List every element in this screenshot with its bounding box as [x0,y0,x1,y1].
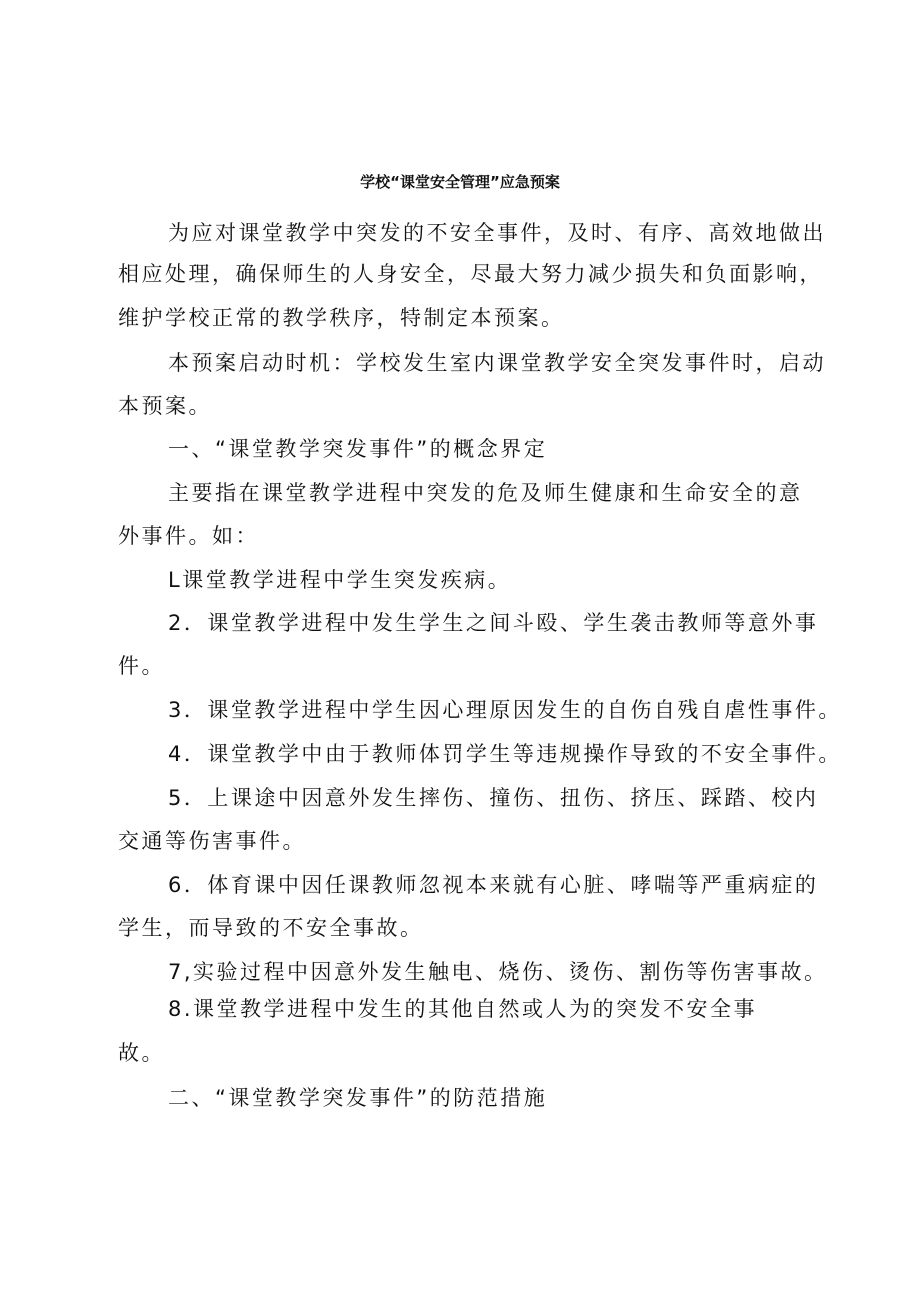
list-item: 4．课堂教学中由于教师体罚学生等违规操作导致的不安全事件。 [168,742,842,766]
list-item-continuation: 交通等伤害事件。 [118,829,306,853]
list-item-continuation: 件。 [118,654,165,678]
paragraph-line: 主要指在课堂教学进程中突发的危及师生健康和生命安全的意 [168,481,803,505]
document-title: 学校“课堂安全管理”应急预案 [360,173,560,191]
list-item: L课堂教学进程中学生突发疾病。 [168,568,512,592]
list-item: 3．课堂教学进程中学生因心理原因发生的自伤自残自虐性事件。 [168,698,842,722]
paragraph-line: 为应对课堂教学中突发的不安全事件，及时、有序、高效地做出 [168,221,826,245]
paragraph-line: 维护学校正常的教学秩序，特制定本预案。 [118,306,565,330]
paragraph-line: 本预案。 [118,394,212,418]
list-item: 8.课堂教学进程中发生的其他自然或人为的突发不安全事 [168,997,758,1021]
list-item-continuation: 故。 [118,1041,165,1065]
list-item-continuation: 学生，而导致的不安全事故。 [118,916,424,940]
paragraph-line: 相应处理，确保师生的人身安全，尽最大努力减少损失和负面影响， [118,262,823,286]
section-heading: 二、“课堂教学突发事件”的防范措施 [168,1086,548,1110]
list-item: 5．上课途中因意外发生摔伤、撞伤、扭伤、挤压、踩踏、校内 [168,786,819,810]
list-item: 2．课堂教学进程中发生学生之间斗殴、学生袭击教师等意外事 [168,611,819,635]
paragraph-line: 外事件。如： [118,524,259,548]
list-item: 6．体育课中因任课教师忽视本来就有心脏、哮喘等严重病症的 [168,873,819,897]
paragraph-line: 本预案启动时机：学校发生室内课堂教学安全突发事件时，启动 [168,351,826,375]
list-item: 7,实验过程中因意外发生触电、烧伤、烫伤、割伤等伤害事故。 [168,960,828,984]
section-heading: 一、“课堂教学突发事件”的概念界定 [168,437,548,461]
